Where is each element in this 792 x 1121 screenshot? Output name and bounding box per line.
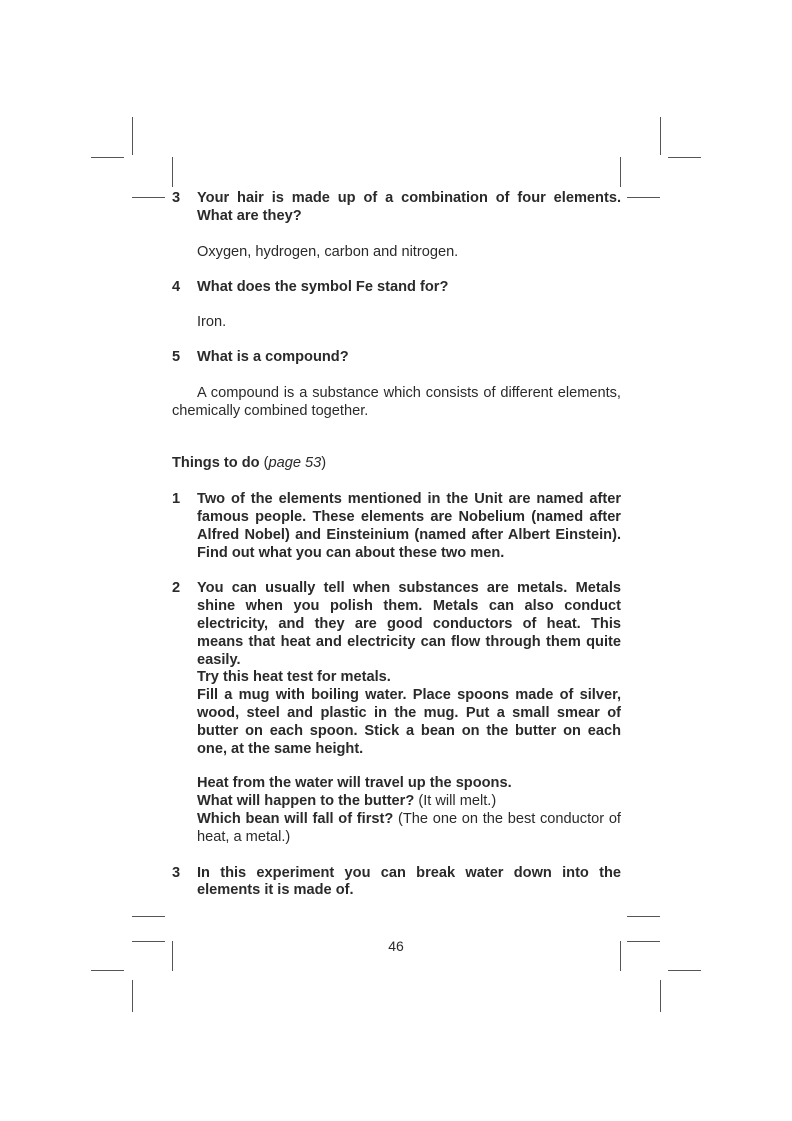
question-text: What does the symbol Fe stand for? <box>197 279 449 296</box>
crop-mark <box>172 157 173 187</box>
crop-mark <box>668 157 701 158</box>
crop-mark <box>132 980 133 1012</box>
activity-question <box>197 793 621 811</box>
question-item <box>172 279 621 297</box>
activity-instruction: Fill a mug with boiling water. Place spoons made of silver, wood, steel and plastic in the mug. Put a small smear of butter on each spoon. Stick a bean on the butter on each one, at the same height. <box>197 687 621 757</box>
page-ref: page 53 <box>268 455 322 472</box>
activity-number: 1 <box>172 491 181 508</box>
section-title: Things to do <box>172 455 260 472</box>
question-item <box>172 349 621 367</box>
activity-instruction: Heat from the water will travel up the spoons. <box>197 775 512 792</box>
crop-mark <box>668 970 701 971</box>
crop-mark <box>660 980 661 1012</box>
activity-answer-text: (It will melt.) <box>418 793 497 810</box>
crop-mark <box>132 117 133 155</box>
section-heading <box>172 455 621 473</box>
activity-question <box>197 811 621 847</box>
crop-mark <box>620 157 621 187</box>
crop-mark <box>91 157 124 158</box>
answer-text: Iron. <box>197 314 227 331</box>
crop-mark <box>91 970 124 971</box>
activity-item <box>172 580 621 846</box>
activity-text: You can usually tell when substances are metals. Metals shine when you polish them. Metals can also conduct electricity, and they are good conductors of heat. This means that heat and electricity can flow through them quite easily. <box>197 580 621 668</box>
question-number: 4 <box>172 279 181 296</box>
crop-mark <box>627 916 660 917</box>
activity-text: Two of the elements mentioned in the Unit are named after famous people. These elements are Nobelium (named after Alfred Nobel) and Einsteinium (named after Albert Einstein). Find out what you can about these two men. <box>197 491 621 561</box>
page-number: 46 <box>388 938 404 954</box>
question-text: Your hair is made up of a combination of four elements. What are they? <box>197 190 621 224</box>
activity-number: 3 <box>172 864 181 881</box>
answer-text: A compound is a substance which consists of different elements, chemically combined together. <box>172 384 621 419</box>
activity-item <box>172 491 621 562</box>
question-item <box>172 190 621 226</box>
page-ref-close: ) <box>321 455 327 472</box>
question-text: What is a compound? <box>197 348 349 365</box>
page-content <box>172 190 621 900</box>
crop-mark <box>660 117 661 155</box>
question-number: 3 <box>172 190 181 206</box>
activity-text: In this experiment you can break water down into the elements it is made of. <box>197 864 621 899</box>
activity-item <box>172 865 621 901</box>
answer-text: Oxygen, hydrogen, carbon and nitrogen. <box>197 243 459 260</box>
crop-mark <box>132 197 165 198</box>
activity-instruction: Try this heat test for metals. <box>197 669 391 686</box>
activity-answer-text: (The one on the best conductor of heat, a metal.) <box>197 810 621 845</box>
activity-question-text: What will happen to the butter? <box>197 793 415 810</box>
crop-mark <box>627 197 660 198</box>
page-ref-open: ( <box>263 455 269 472</box>
crop-mark <box>132 916 165 917</box>
question-number: 5 <box>172 348 181 365</box>
activity-number: 2 <box>172 580 181 597</box>
activity-question-text: Which bean will fall of first? <box>197 810 394 827</box>
